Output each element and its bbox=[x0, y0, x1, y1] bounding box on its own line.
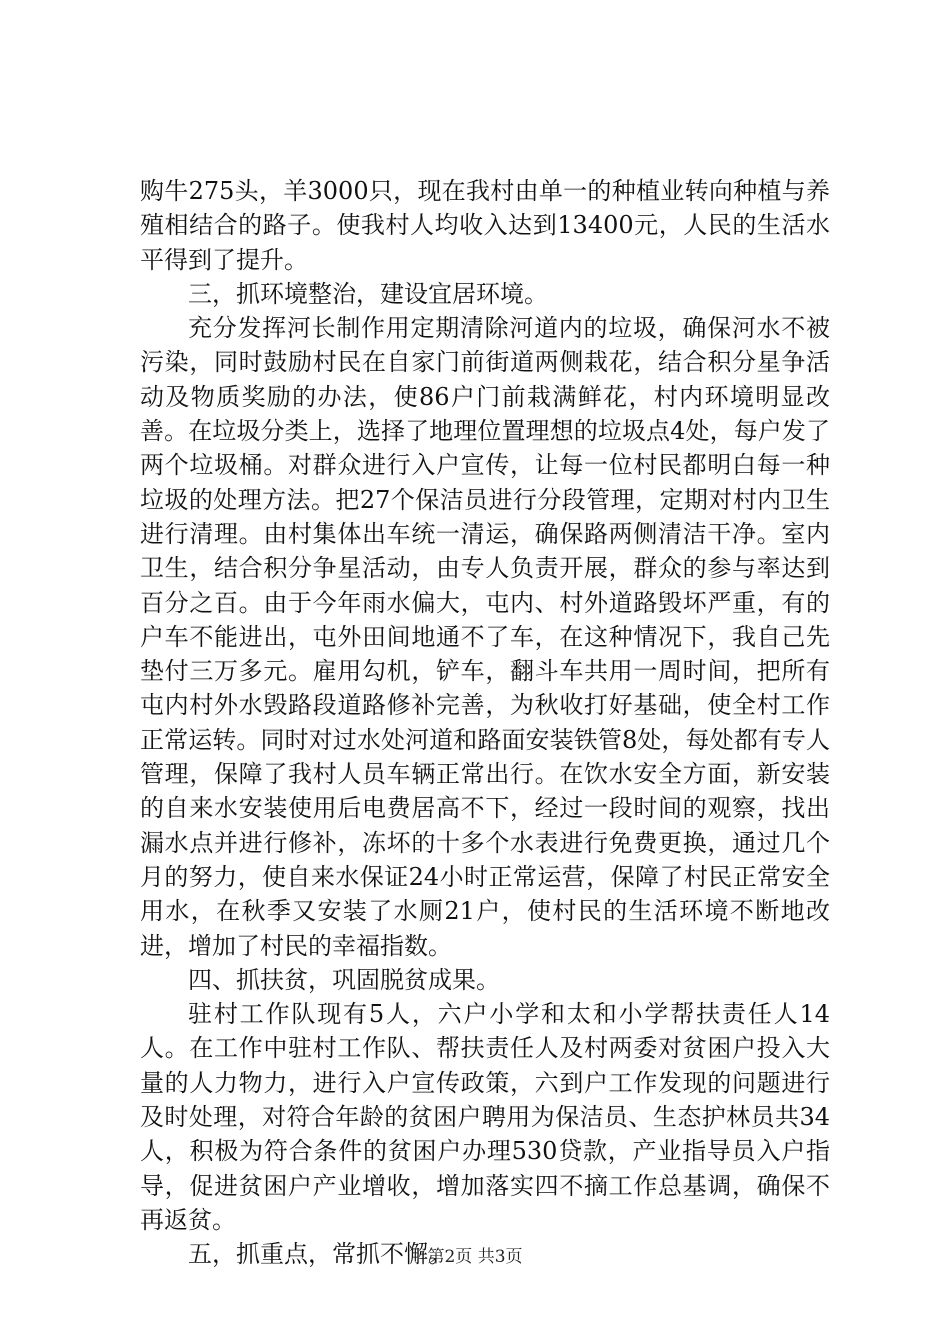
section-heading-4: 四、抓扶贫，巩固脱贫成果。 bbox=[188, 965, 500, 994]
section-heading-5: 五，抓重点，常抓不懈。 bbox=[188, 1240, 452, 1269]
paragraph-continuation: 购牛275头，羊3000只，现在我村由单一的种植业转向种植与养殖相结合的路子。使我村人均收入达到13400元，人民的生活水平得到了提升。 bbox=[140, 177, 830, 274]
document-body bbox=[140, 174, 830, 1272]
page-footer: 第2页 共3页 bbox=[427, 1247, 523, 1267]
section-heading-3: 三，抓环境整治，建设宜居环境。 bbox=[188, 279, 548, 308]
paragraph-poverty: 驻村工作队现有5人，六户小学和太和小学帮扶责任人14人。在工作中驻村工作队、帮扶责任人及村两委对贫困户投入大量的人力物力，进行入户宣传政策，六到户工作发现的问题进行及时处理，对符合年龄的贫困户聘用为保洁员、生态护林员共34人，积极为符合条件的贫困户办理530贷款，产业指导员入户指导，促进贫困户产业增收，增加落实四不摘工作总基调，确保不再返贫。 bbox=[140, 1000, 830, 1234]
paragraph-environment: 充分发挥河长制作用定期清除河道内的垃圾，确保河水不被污染，同时鼓励村民在自家门前街道两侧栽花，结合积分星争活动及物质奖励的办法，使86户门前栽满鲜花，村内环境明显改善。在垃圾分类上，选择了地理位置理想的垃圾点4处，每户发了两个垃圾桶。对群众进行入户宣传，让每一位村民都明白每一种垃圾的处理方法。把27个保洁员进行分段管理，定期对村内卫生进行清理。由村集体出车统一清运，确保路两侧清洁干净。室内卫生，结合积分争星活动，由专人负责开展，群众的参与率达到百分之百。由于今年雨水偏大，屯内、村外道路毁坏严重，有的户车不能进出，屯外田间地通不了车，在这种情况下，我自己先垫付三万多元。雇用勾机，铲车，翻斗车共用一周时间，把所有屯内村外水毁路段道路修补完善，为秋收打好基础，使全村工作正常运转。同时对过水处河道和路面安装铁管8处，每处都有专人管理，保障了我村人员车辆正常出行。在饮水安全方面，新安装的自来水安装使用后电费居高不下，经过一段时间的观察，找出漏水点并进行修补，冻坏的十多个水表进行免费更换，通过几个月的努力，使自来水保证24小时正常运营，保障了村民正常安全用水，在秋季又安装了水厕21户，使村民的生活环境不断地改进，增加了村民的幸福指数。 bbox=[140, 314, 830, 960]
